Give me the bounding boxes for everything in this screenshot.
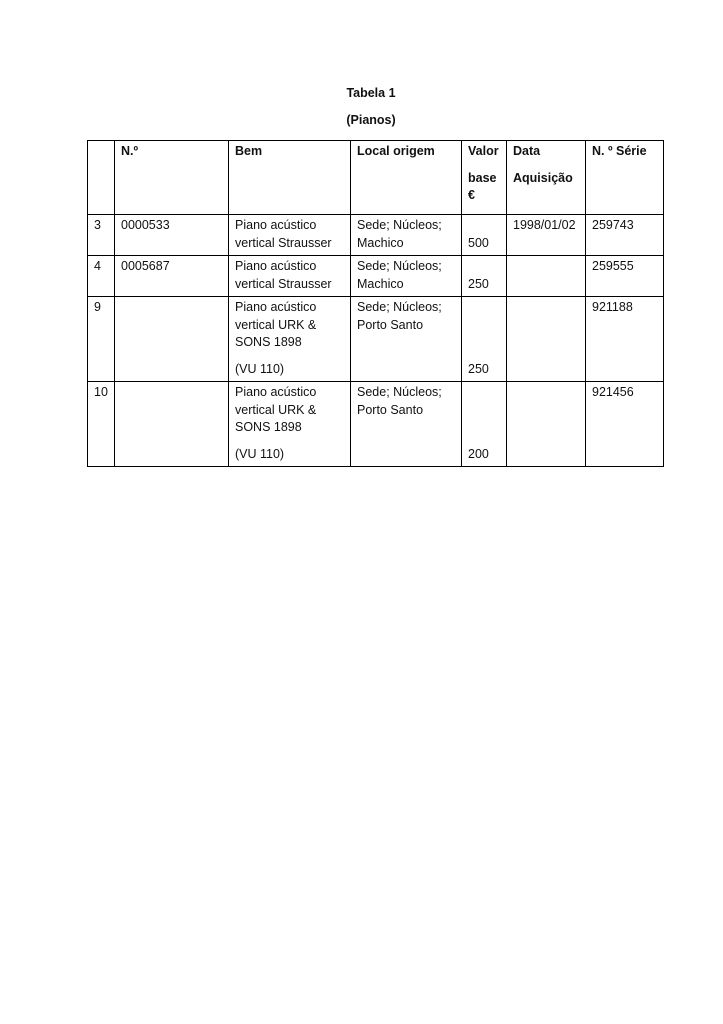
cell-bem-line: Piano acústico [235,259,317,273]
header-valor-line2: base [468,170,497,185]
cell-valor [462,297,507,382]
cell-numero: 0000533 [115,215,229,256]
cell-local-line: Sede; Núcleos; [357,385,442,399]
table-subtitle: (Pianos) [346,113,396,127]
cell-numero [115,382,229,467]
cell-local-line: Sede; Núcleos; [357,218,442,232]
cell-data: 1998/01/02 [507,215,586,256]
cell-data [507,256,586,297]
cell-bem-line: Piano acústico [235,385,317,399]
header-valor-line3: € [468,188,475,202]
cell-valor [462,256,507,297]
cell-valor [462,215,507,256]
cell-valor [462,382,507,467]
cell-idx: 3 [88,215,115,256]
cell-data [507,297,586,382]
cell-local-line: Sede; Núcleos; [357,259,442,273]
header-valor-line1: Valor [468,144,499,158]
cell-local-line: Porto Santo [357,402,424,417]
cell-serie: 921188 [586,297,664,382]
pianos-table [87,140,664,467]
table-row [88,215,664,256]
cell-local [351,382,462,467]
table-header-row [88,141,664,215]
cell-local [351,256,462,297]
table-row [88,256,664,297]
header-numero: N.º [115,141,229,215]
header-valor-base [462,141,507,215]
cell-idx: 4 [88,256,115,297]
cell-bem [229,256,351,297]
cell-bem-line: SONS 1898 [235,420,302,434]
header-data-line2: Aquisição [513,170,573,185]
cell-bem-line: Piano acústico [235,218,317,232]
table-title: Tabela 1 [346,86,396,100]
cell-local-line: Machico [357,276,404,291]
cell-bem-line: (VU 110) [235,446,285,461]
cell-data [507,382,586,467]
cell-local-line: Machico [357,235,404,250]
cell-idx: 10 [88,382,115,467]
cell-serie: 921456 [586,382,664,467]
cell-bem-line: SONS 1898 [235,335,302,349]
cell-numero: 0005687 [115,256,229,297]
cell-numero [115,297,229,382]
cell-bem [229,215,351,256]
header-data-line1: Data [513,144,541,158]
cell-bem [229,382,351,467]
cell-local-line: Sede; Núcleos; [357,300,442,314]
cell-valor-value: 200 [468,446,489,461]
cell-bem [229,297,351,382]
header-data-aquisicao [507,141,586,215]
cell-bem-line: vertical Strausser [235,276,332,291]
cell-bem-line: vertical Strausser [235,235,332,250]
header-local-origem: Local origem [351,141,462,215]
cell-serie: 259743 [586,215,664,256]
cell-valor-value: 500 [468,235,489,250]
cell-bem-line: Piano acústico [235,300,317,314]
cell-local [351,215,462,256]
cell-local-line: Porto Santo [357,317,424,332]
cell-idx: 9 [88,297,115,382]
table-row [88,297,664,382]
cell-serie: 259555 [586,256,664,297]
table-row [88,382,664,467]
cell-valor-value: 250 [468,276,489,291]
header-serie: N. º Série [586,141,664,215]
header-idx [88,141,115,215]
cell-valor-value: 250 [468,361,489,376]
cell-bem-line: (VU 110) [235,361,285,376]
cell-local [351,297,462,382]
header-bem: Bem [229,141,351,215]
cell-bem-line: vertical URK & [235,317,317,332]
cell-bem-line: vertical URK & [235,402,317,417]
